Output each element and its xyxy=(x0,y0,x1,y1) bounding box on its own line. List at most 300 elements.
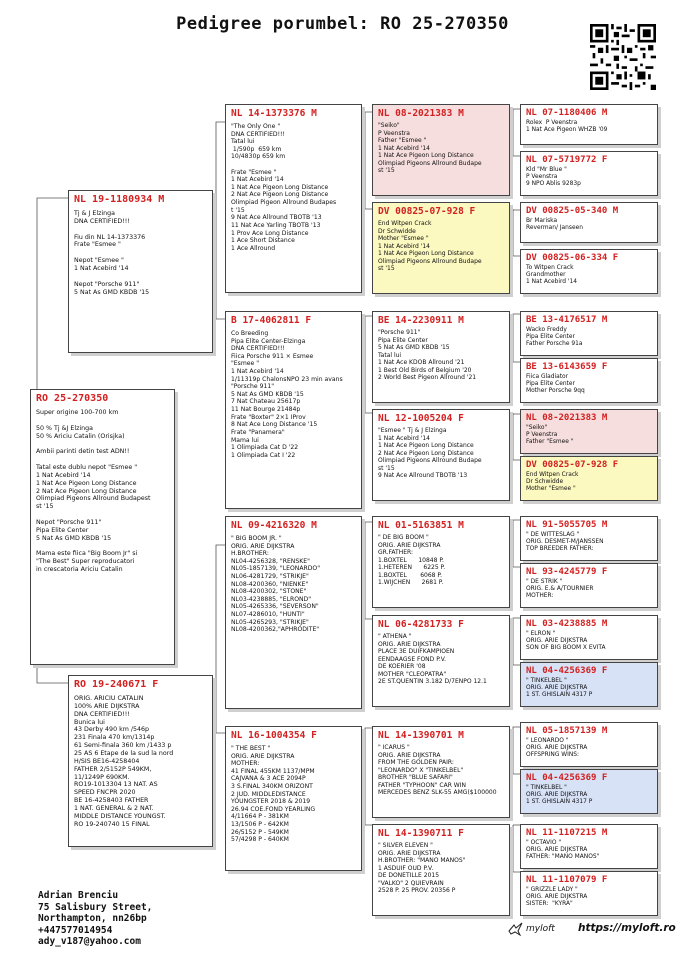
detail-line: NL05-4265336, "SEVERSON" xyxy=(231,603,319,611)
ring-number: NL 08-2021383 M xyxy=(378,108,464,119)
detail-line: H.BROTHER: "MANO MANOS" xyxy=(378,857,466,864)
ring-number: DV 00825-06-334 F xyxy=(526,253,619,263)
detail-line: DNA CERTIFIED!!! xyxy=(74,217,130,225)
detail-line: 231 Finala 470 km/1314p xyxy=(74,734,155,742)
pigeon-card-dam-dam[interactable] xyxy=(225,726,362,871)
website-link[interactable]: https://myloft.ro xyxy=(578,922,676,934)
detail-line: DNA CERTIFIED!!! xyxy=(231,345,285,353)
detail-line: 1.HETEREN 6225 P. xyxy=(378,564,446,571)
detail-line: Br Mariska xyxy=(526,218,558,224)
pigeon-card-gen4-2[interactable] xyxy=(372,202,510,294)
detail-line: Grandmother xyxy=(526,272,566,279)
detail-line: Wacko Freddy xyxy=(526,327,567,333)
detail-line: " SILVER ELEVEN " xyxy=(378,842,433,849)
detail-line: 1 Ace Short Distance xyxy=(231,237,295,245)
pigeon-details xyxy=(526,265,652,286)
pigeon-card-gen5-3[interactable] xyxy=(520,202,658,243)
detail-line: "Porsche 911" xyxy=(378,329,421,336)
detail-line: 1 Nat Acebird '14 xyxy=(378,242,430,250)
detail-line: 1 Nat Acebird '14 xyxy=(526,279,578,286)
detail-line: Pipa Elite Center xyxy=(526,381,575,388)
owner-phone: +447577014954 xyxy=(38,924,113,936)
pigeon-card-gen4-8[interactable] xyxy=(372,824,510,916)
detail-line: 2 Nat Ace Pigeon Long Distance xyxy=(231,191,329,199)
detail-line xyxy=(36,440,169,448)
detail-line: Dr Schwidde xyxy=(378,227,416,235)
pigeon-details xyxy=(74,695,207,829)
detail-line: ORIG. ARIE DIJKSTRA xyxy=(378,640,441,648)
detail-line: 10/4830p 659 km xyxy=(231,153,286,161)
pigeon-card-gen4-6[interactable] xyxy=(372,615,510,707)
detail-line: 1 Nat Ace Pigeon Long Distance xyxy=(231,183,329,191)
detail-line: " OCTAVIO " xyxy=(526,840,562,846)
ring-number: B 17-4062811 F xyxy=(231,315,312,326)
pigeon-details xyxy=(378,633,504,686)
detail-line: 1 Nat Ace Pigeon WHZB '09 xyxy=(526,127,608,134)
detail-line: Olimpiad Pigeons Allround Budape xyxy=(378,257,482,265)
detail-line: SPEED FNCPR 2020 xyxy=(74,789,136,797)
detail-line: SISTER: "KYRA" xyxy=(526,901,573,908)
brand-name: myloft xyxy=(526,924,555,934)
detail-line: OFFSPRING WINS: xyxy=(526,752,579,759)
owner-city: Northampton, nn26bp xyxy=(38,913,147,925)
pigeon-card-gen5-10[interactable] xyxy=(520,563,658,608)
detail-line: SON OF BIG BOOM X EVITA xyxy=(526,645,606,652)
pigeon-details xyxy=(526,631,652,652)
pigeon-card-gen5-2[interactable] xyxy=(520,151,658,196)
pigeon-details xyxy=(36,409,169,574)
pigeon-card-gen5-5[interactable] xyxy=(520,311,658,356)
pigeon-card-gen5-6[interactable] xyxy=(520,358,658,403)
owner-street: 75 Salisbury Street, xyxy=(38,901,153,913)
detail-line: 1 Prov Ace Long Distance xyxy=(231,229,309,237)
pigeon-card-gen4-7[interactable] xyxy=(372,726,510,818)
detail-line: BE 16-4258403 FATHER xyxy=(74,797,149,805)
detail-line: 4/11664 P - 381KM xyxy=(231,813,289,821)
detail-line: 11 Nat Ace Yarling TBOTB '13 xyxy=(231,221,321,229)
detail-line: 1 Olimpiada Cat D '22 xyxy=(231,444,299,452)
detail-line: ORIG. ARIE DIJKSTRA xyxy=(526,894,588,901)
detail-line: Reverman/ Janseen xyxy=(526,225,583,232)
detail-line: ORIG. ARIE DIJKSTRA xyxy=(526,792,588,799)
pigeon-card-gen4-1[interactable] xyxy=(372,104,510,196)
detail-line: 5 Nat As GMD KBDB '15 xyxy=(231,390,304,398)
detail-line: YOUNGSTER 2018 & 2019 xyxy=(231,798,311,806)
pigeon-details xyxy=(526,678,652,699)
detail-line: 1 Nat Ace Pigeon Long Distance xyxy=(36,479,137,487)
detail-line: 1 Nat Acebird '14 xyxy=(231,176,284,184)
pigeon-details xyxy=(378,842,504,895)
pigeon-details xyxy=(526,167,652,188)
detail-line: " DE STRIK " xyxy=(526,579,563,585)
detail-line: TOP BREEDER FATHER: xyxy=(526,546,594,553)
pigeon-card-gen5-7[interactable] xyxy=(520,409,658,454)
pigeon-card-sire-sire[interactable] xyxy=(225,104,362,293)
detail-line: Olimpiad Pigeon Allround Budapes xyxy=(231,199,337,207)
pigeon-card-gen5-11[interactable] xyxy=(520,615,658,660)
detail-line: 1/11319p ChalonsNPO 23 min avans xyxy=(231,375,343,383)
pigeon-details xyxy=(526,327,652,348)
ring-number: DV 00825-07-928 F xyxy=(378,206,476,217)
detail-line: 26/5152 P - 549KM xyxy=(231,828,289,836)
detail-line: RO 19-240740 15 FINAL xyxy=(74,820,150,828)
ring-number: NL 14-1390701 M xyxy=(378,730,464,741)
detail-line: Mother "Esmee " xyxy=(378,235,429,242)
ring-number: NL 09-4216320 M xyxy=(231,520,317,531)
ring-number: NL 14-1390711 F xyxy=(378,828,464,839)
pigeon-details xyxy=(231,123,356,252)
pigeon-card-gen5-4[interactable] xyxy=(520,249,658,294)
detail-line: H/SIS BE16-4258404 xyxy=(74,757,140,765)
pigeon-card-dam[interactable] xyxy=(68,675,213,847)
detail-line: ORIG. E.& A/TOURNIER xyxy=(526,586,594,593)
detail-line: Dr Schwidde xyxy=(526,479,564,486)
detail-line: 1 ASDUIF OUD P.V. xyxy=(378,864,434,872)
detail-line: 1.WIJCHEN 2681 P. xyxy=(378,579,444,586)
pigeon-details xyxy=(378,744,504,797)
detail-line: Olimpiad Pigeons Allround Budape xyxy=(378,457,482,464)
detail-line: FATHER "TYPHOON" CAR WIN xyxy=(378,781,466,789)
pigeon-details xyxy=(526,120,652,134)
detail-line: 5 Nat As GMD KBDB '15 xyxy=(378,344,450,351)
detail-line: "VALKO" 2 QUIEVRAIN xyxy=(378,879,444,887)
detail-line: RO19-1013304 13 NAT. AS xyxy=(74,781,158,789)
pigeon-details xyxy=(378,534,504,587)
pigeon-details xyxy=(526,579,652,600)
detail-line: DNA CERTIFIED!!! xyxy=(231,130,285,138)
detail-line: 1 Olimpiada Cat I '22 xyxy=(231,451,296,459)
detail-line: CAJVANA & 3 ACE 2094P xyxy=(231,775,306,783)
detail-line: Mama este fiica "Big Boom Jr" si xyxy=(36,550,138,558)
detail-line: ORIG. DESMET-M/JANSSEN xyxy=(526,539,604,546)
pigeon-details xyxy=(526,840,652,861)
detail-line: P Veenstra xyxy=(526,174,558,181)
detail-line: H.BROTHER: xyxy=(231,550,269,558)
detail-line: " BIG BOOM JR. " xyxy=(231,535,282,542)
pigeon-card-gen5-8[interactable] xyxy=(520,456,658,501)
detail-line: Olimpiad Pigeons Allround Budapest xyxy=(36,495,151,503)
pigeon-details xyxy=(526,472,652,493)
detail-line: "Esmee " xyxy=(231,360,260,368)
detail-line: Pipa Elite Center xyxy=(36,526,89,534)
pigeon-card-gen5-12[interactable] xyxy=(520,662,658,707)
detail-line: 61 Semi-finala 360 km /1433 p xyxy=(74,742,172,750)
detail-line: Frate "Panamera" xyxy=(231,428,285,436)
detail-line: MOTHER: xyxy=(526,593,554,600)
detail-line: Father Porsche 91a xyxy=(526,341,583,348)
detail-line: in crescatoria Ariciu Catalin xyxy=(36,566,123,574)
pigeon-details xyxy=(378,427,504,480)
ring-number: BE 13-4176517 M xyxy=(526,315,608,325)
detail-line: Rolex P Veenstra xyxy=(526,120,578,126)
detail-line: Tatal este dublu nepot "Esmee " xyxy=(36,464,138,472)
ring-number: NL 11-1107215 M xyxy=(526,828,608,838)
detail-line xyxy=(36,456,169,464)
detail-line: Tatal lui xyxy=(378,351,402,359)
detail-line: " ICARUS " xyxy=(378,744,410,751)
detail-line: 1 Nat Acebird '14 xyxy=(378,144,430,152)
detail-line: 25 AS 6 Etape de la sud la nord xyxy=(74,750,174,758)
owner-contact xyxy=(38,890,152,948)
pigeon-card-sire-dam[interactable] xyxy=(225,311,362,509)
detail-line: Pipa Elite Center-Elzinga xyxy=(231,337,306,345)
pigeon-details xyxy=(378,220,504,273)
detail-line: ORIG. ARIE DIJKSTRA xyxy=(378,751,441,759)
detail-line: 1 Nat Ace Pigeon Long Distance xyxy=(378,250,474,257)
detail-line: 5 Nat As GMD KBDB '15 xyxy=(36,534,112,542)
detail-line: "LEONARDO" X "TINKELBEL" xyxy=(378,766,464,774)
detail-line: " TINKELBEL " xyxy=(526,785,567,791)
detail-line: " LEONARDO " xyxy=(526,738,569,744)
ring-number: NL 07-5719772 F xyxy=(526,155,608,165)
detail-line: 13/1506 P - 642KM xyxy=(231,821,289,829)
detail-line: 3 S.FINAL 340KM ORIZONT xyxy=(231,783,313,791)
detail-line: 1 Nat Acebird '14 xyxy=(74,265,129,273)
ring-number: NL 14-1373376 M xyxy=(231,108,317,119)
detail-line: FATHER: "MANO MANOS" xyxy=(526,854,600,861)
pigeon-details xyxy=(526,887,652,908)
detail-line: " THE BEST " xyxy=(231,745,271,752)
detail-line: End Witpen Crack xyxy=(378,220,432,227)
pigeon-details xyxy=(526,738,652,759)
detail-line: DE DONETILLE 2015 xyxy=(378,872,440,879)
pigeon-details xyxy=(526,218,652,232)
detail-line: 1 Nat Acebird '14 xyxy=(231,368,284,376)
detail-line: MOTHER: xyxy=(231,760,260,768)
pigeon-details xyxy=(526,425,652,446)
detail-line: ORIG. ARIE DIJKSTRA xyxy=(526,745,588,752)
detail-line: 26.94 COE.FOND YEARLING xyxy=(231,805,316,813)
detail-line: 57/4298 P - 640KM xyxy=(231,836,289,844)
detail-line: ORIG. ARIE DIJKSTRA xyxy=(231,752,295,760)
detail-line: FATHER 2/5152P 549KM, xyxy=(74,765,152,773)
ring-number: RO 19-240671 F xyxy=(74,679,159,690)
detail-line: MOTHER "CLEOPATRA" xyxy=(378,670,447,678)
detail-line xyxy=(74,249,207,257)
detail-line: Frate "Esmee " xyxy=(231,168,277,176)
ring-number: NL 08-2021383 M xyxy=(526,413,608,423)
owner-name: Adrian Brenciu xyxy=(38,890,119,901)
detail-line: Nepot "Porsche 911" xyxy=(74,280,140,288)
ring-number: NL 07-1180406 M xyxy=(526,108,608,118)
pigeon-details xyxy=(231,535,356,634)
detail-line: MERCEDES BENZ SLK-55 AMG($100000 xyxy=(378,789,497,796)
pigeon-card-gen4-5[interactable] xyxy=(372,516,510,608)
detail-line: 11 Nat Bourge 21484p xyxy=(231,406,301,414)
detail-line: MIDDLE DISTANCE YOUNGST. xyxy=(74,812,166,820)
detail-line: 50 % Tj &J Elzinga xyxy=(36,424,93,432)
pigeon-details xyxy=(231,330,356,459)
detail-line: Mother "Esmee " xyxy=(526,486,576,493)
detail-line: EENDAAGSE FOND P.V. xyxy=(378,655,447,663)
ring-number: DV 00825-05-340 M xyxy=(526,206,619,216)
ring-number: NL 19-1180934 M xyxy=(74,194,165,205)
pigeon-details xyxy=(526,374,652,395)
detail-line: NL06-4281729, "STRIKJE" xyxy=(231,573,309,581)
pigeon-details xyxy=(378,122,504,175)
pigeon-card-gen4-3[interactable] xyxy=(372,311,510,403)
detail-line: 1 Nat Ace KDOB Allround '21 xyxy=(378,359,465,366)
detail-line: Frate "Boxter" 2×1 IProv xyxy=(231,413,306,421)
detail-line: "Seiko" xyxy=(526,425,548,431)
detail-line: "Esmee " Tj & J Elzinga xyxy=(378,427,447,434)
detail-line: Tatal lui xyxy=(231,138,255,146)
detail-line: Ambii parinti detin test ADN!! xyxy=(36,448,130,456)
detail-line: 1 Nat Acebird '14 xyxy=(36,471,91,479)
detail-line: ORIG. ARIE DIJKSTRA xyxy=(526,685,588,692)
detail-line: " ATHENA " xyxy=(378,633,412,640)
detail-line: 5 Nat As GMD KBDB '15 xyxy=(74,288,150,296)
detail-line: " ELRON " xyxy=(526,631,556,637)
detail-line: st '15 xyxy=(378,167,395,174)
detail-line: Nepot "Porsche 911" xyxy=(36,519,102,527)
detail-line: 1.BOXTEL 10848 P. xyxy=(378,556,444,564)
detail-line: Father "Esmee " xyxy=(526,439,574,446)
detail-line: NL08-4200302, "STONE" xyxy=(231,588,307,596)
detail-line xyxy=(36,511,169,519)
detail-line: NL08-4200360, "NIENKE" xyxy=(231,580,309,588)
detail-line: End Witpen Crack xyxy=(526,472,579,478)
pigeon-card-gen5-16[interactable] xyxy=(520,871,658,916)
pigeon-card-gen5-13[interactable] xyxy=(520,722,658,767)
detail-line: Fiica Gladiator xyxy=(526,374,569,380)
ring-number: NL 04-4256369 F xyxy=(526,773,608,783)
detail-line: 1 Nat Ace Pigeon Long Distance xyxy=(378,442,474,449)
pigeon-details xyxy=(378,329,504,382)
pigeon-card-gen5-15[interactable] xyxy=(520,824,658,869)
detail-line: BROTHER "BLUE SAFARI" xyxy=(378,774,453,781)
detail-line: ORIG. ARIE DIJKSTRA xyxy=(378,849,441,857)
ring-number: DV 00825-07-928 F xyxy=(526,460,619,470)
detail-line: st '15 xyxy=(36,503,54,511)
detail-line: NL08-4200362,"APHRODITE" xyxy=(231,626,320,634)
ring-number: RO 25-270350 xyxy=(36,393,109,404)
detail-line: ORIG. ARIE DIJKSTRA xyxy=(378,541,441,549)
detail-line: Bunica lui xyxy=(74,718,105,726)
detail-line: 2 JUD. MIDDLEDISTANCE xyxy=(231,790,306,798)
detail-line: 1 Best Old Birds of Belgium '20 xyxy=(378,366,472,374)
detail-line: 1 Nat Ace Pigeon Long Distance xyxy=(378,152,474,159)
detail-line: 2E ST.QUENTIN 3.182 D/7ENPO 12.1 xyxy=(378,678,487,685)
detail-line: P Veenstra xyxy=(378,129,410,137)
detail-line: ORIG. ARIE DIJKSTRA xyxy=(526,847,588,854)
detail-line xyxy=(74,226,207,234)
detail-line: NL05-1857139, "LEONARDO" xyxy=(231,565,321,573)
pigeon-card-gen4-4[interactable] xyxy=(372,409,510,501)
pigeon-details xyxy=(526,532,652,553)
detail-line: 1 Ace Allround xyxy=(231,244,276,252)
ring-number: NL 93-4245779 F xyxy=(526,567,608,577)
detail-line: "The Only One " xyxy=(231,123,281,130)
detail-line: NL04-4256328, "RENSKE" xyxy=(231,557,310,565)
pigeon-details xyxy=(74,210,207,296)
detail-line: DE KOERIER '08 xyxy=(378,663,426,670)
detail-line: Tj & J Elzinga xyxy=(74,210,115,217)
detail-line: Mother Porsche 9qq xyxy=(526,388,585,395)
detail-line xyxy=(74,273,207,281)
detail-line: PLACE 3E DUIFKAMPIOEN xyxy=(378,648,455,655)
detail-line: FROM THE GOLDEN PAIR: xyxy=(378,759,454,766)
detail-line: " DE WITTESLAG " xyxy=(526,532,580,538)
detail-line: " DE BIG BOOM " xyxy=(378,534,429,541)
detail-line: 11/1249P 690KM. xyxy=(74,773,130,781)
pigeon-card-gen5-9[interactable] xyxy=(520,516,658,561)
detail-line: Pipa Elite Center xyxy=(526,334,575,341)
pigeon-card-sire[interactable] xyxy=(68,190,213,353)
detail-line: t '15 xyxy=(231,206,245,214)
pigeon-card-dam-sire[interactable] xyxy=(225,516,362,709)
detail-line: P Veenstra xyxy=(526,432,558,439)
detail-line xyxy=(36,417,169,425)
detail-line: "The Best" Super reproducatori xyxy=(36,558,135,566)
detail-line: 1.BOXTEL 6068 P. xyxy=(378,571,442,579)
detail-line: Father "Esmee " xyxy=(378,137,427,144)
page-title: Pedigree porumbel: RO 25-270350 xyxy=(176,14,509,34)
owner-email[interactable]: ady_v187@yahoo.com xyxy=(38,936,141,948)
ring-number: NL 16-1004354 F xyxy=(231,730,317,741)
detail-line: 9 Nat Ace Allround TBOTB '13 xyxy=(231,214,322,222)
detail-line: Frate "Esmee " xyxy=(74,241,121,249)
ring-number: NL 03-4238885 M xyxy=(526,619,608,629)
ring-number: BE 13-6143659 F xyxy=(526,362,608,372)
detail-line: st '15 xyxy=(378,265,395,272)
detail-line: 41 FINAL 455KM 1137/MPM xyxy=(231,767,315,775)
ring-number: NL 12-1005204 F xyxy=(378,413,464,424)
detail-line: 1 ST. GHISLAIN 4317 P xyxy=(526,692,593,699)
detail-line: Pipa Elite Center xyxy=(378,336,428,344)
ring-number: NL 05-1857139 M xyxy=(526,726,608,736)
detail-line: Olimpiad Pigeons Allround Budape xyxy=(378,159,482,167)
detail-line: Kld "Mr Blue " xyxy=(526,167,567,173)
pigeon-card-gen5-14[interactable] xyxy=(520,769,658,814)
detail-line: 9 Nat Ace Allround TBOTB '13 xyxy=(378,472,468,479)
detail-line: Super origine 100-700 km xyxy=(36,409,119,416)
detail-line: 1 ST. GHISLAIN 4317 P xyxy=(526,799,593,806)
detail-line: 9 NPO Ablis 9283p xyxy=(526,181,581,188)
detail-line: NL03-4238885, "ELROND" xyxy=(231,595,312,603)
pigeon-card-subject[interactable] xyxy=(30,389,175,665)
detail-line: Mama lui xyxy=(231,436,259,444)
detail-line: ORIG. ARIE DIJKSTRA xyxy=(526,638,588,645)
detail-line: To Witpen Crack xyxy=(526,265,574,271)
ring-number: NL 11-1107079 F xyxy=(526,875,608,885)
detail-line: "Seiko" xyxy=(378,122,400,129)
pigeon-details xyxy=(526,785,652,806)
pigeon-logo-icon xyxy=(508,922,524,936)
detail-line: 1 Nat Acebird '14 xyxy=(378,434,430,442)
detail-line: Fiica Porsche 911 × Esmee xyxy=(231,352,314,360)
detail-line: NL07-4286010, "HUNTI" xyxy=(231,611,305,619)
detail-line: 2528 P. 25 PROV. 20356 P xyxy=(378,887,456,894)
ring-number: BE 14-2230911 M xyxy=(378,315,464,326)
detail-line: GR.FATHER: xyxy=(378,549,414,556)
ring-number: NL 91-5055705 M xyxy=(526,520,608,530)
detail-line: 100% ARIE DIJKSTRA xyxy=(74,702,140,710)
detail-line: DNA CERTIFIED!!! xyxy=(74,710,130,718)
detail-line: " GRIZZLE LADY " xyxy=(526,887,578,893)
detail-line: " TINKELBEL " xyxy=(526,678,567,684)
detail-line: 1/590p 659 km xyxy=(231,145,282,153)
detail-line: 2 Nat Ace Pigeon Long Distance xyxy=(378,449,474,457)
detail-line: Fiu din NL 14-1373376 xyxy=(74,233,146,241)
detail-line: ORIG. ARICIU CATALIN xyxy=(74,695,144,702)
pigeon-card-gen5-1[interactable] xyxy=(520,104,658,145)
detail-line: "Porsche 911" xyxy=(231,383,275,391)
detail-line: ORIG. ARIE DIJKSTRA xyxy=(231,542,295,550)
ring-number: NL 01-5163851 M xyxy=(378,520,464,531)
ring-number: NL 04-4256369 F xyxy=(526,666,608,676)
detail-line: 1 NAT. GENERAL & 2 NAT. xyxy=(74,805,154,813)
